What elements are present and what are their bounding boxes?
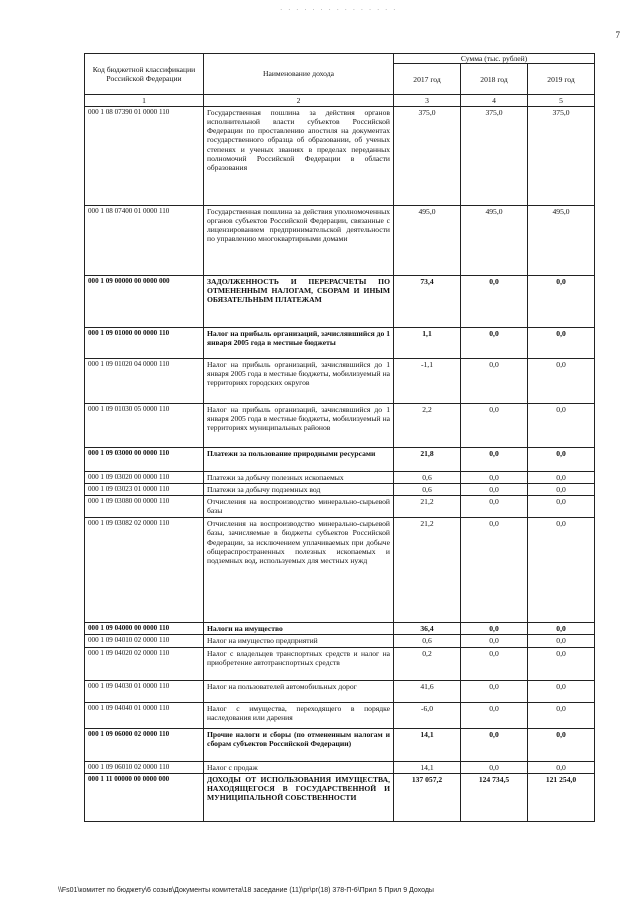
row-code-cell: 000 1 09 04030 01 0000 110 bbox=[85, 680, 204, 702]
row-value-2017: 495,0 bbox=[394, 206, 461, 276]
row-value-2017: 137 057,2 bbox=[394, 773, 461, 821]
row-name-cell: Платежи за добычу полезных ископаемых bbox=[204, 472, 394, 484]
row-code-cell: 000 1 09 03082 02 0000 110 bbox=[85, 518, 204, 623]
row-value-2019: 0,0 bbox=[528, 484, 595, 496]
row-value-2017: 21,2 bbox=[394, 496, 461, 518]
row-name-cell: Платежи за добычу подземных вод bbox=[204, 484, 394, 496]
table-row bbox=[85, 107, 595, 206]
row-code-cell: 000 1 08 07390 01 0000 110 bbox=[85, 107, 204, 206]
table-row bbox=[85, 276, 595, 328]
row-value-2017: 2,2 bbox=[394, 404, 461, 448]
row-value-2017: 0,6 bbox=[394, 484, 461, 496]
row-value-2018: 0,0 bbox=[461, 623, 528, 635]
row-value-2017: 0,6 bbox=[394, 472, 461, 484]
year-2019-header: 2019 год bbox=[528, 64, 595, 95]
row-name-cell: Отчисления на воспроизводство минерально-сырьевой базы, зачисляемые в бюджеты субъектов Российской Федерации, за исключением уплачиваемых при добыче общераспространенных полезных ископаемых и подземных вод, используемых для местных нужд bbox=[204, 518, 394, 623]
name-column-header: Наименование дохода bbox=[204, 54, 394, 95]
row-code-cell: 000 1 09 04000 00 0000 110 bbox=[85, 623, 204, 635]
row-code-cell: 000 1 09 06010 02 0000 110 bbox=[85, 761, 204, 773]
table-row bbox=[85, 635, 595, 647]
row-value-2019: 0,0 bbox=[528, 496, 595, 518]
row-value-2018: 124 734,5 bbox=[461, 773, 528, 821]
table-row bbox=[85, 484, 595, 496]
row-code-cell: 000 1 09 01000 00 0000 110 bbox=[85, 328, 204, 359]
row-name-cell: ЗАДОЛЖЕННОСТЬ И ПЕРЕРАСЧЕТЫ ПО ОТМЕНЕННЫМ НАЛОГАМ, СБОРАМ И ИНЫМ ОБЯЗАТЕЛЬНЫМ ПЛАТЕЖАМ bbox=[204, 276, 394, 328]
row-value-2019: 0,0 bbox=[528, 761, 595, 773]
row-code-cell: 000 1 11 00000 00 0000 000 bbox=[85, 773, 204, 821]
row-name-cell: Государственная пошлина за действия органов исполнительной власти субъектов Российской Федерации по проставлению апостиля на документах государственного образца об образовании, об ученых степенях и ученых званиях в пределах переданных полномочий Российской Федерации в области образования bbox=[204, 107, 394, 206]
column-number: 3 bbox=[394, 95, 461, 107]
row-name-cell: Платежи за пользование природными ресурсами bbox=[204, 448, 394, 472]
scan-header-marks: · · · · · · · · · · · · · · · bbox=[280, 6, 398, 14]
row-value-2017: 73,4 bbox=[394, 276, 461, 328]
row-value-2018: 0,0 bbox=[461, 761, 528, 773]
row-value-2019: 495,0 bbox=[528, 206, 595, 276]
row-name-cell: Налог на имущество предприятий bbox=[204, 635, 394, 647]
row-value-2018: 0,0 bbox=[461, 496, 528, 518]
row-value-2017: 36,4 bbox=[394, 623, 461, 635]
table-row bbox=[85, 496, 595, 518]
row-code-cell: 000 1 08 07400 01 0000 110 bbox=[85, 206, 204, 276]
row-value-2019: 0,0 bbox=[528, 472, 595, 484]
row-value-2018: 0,0 bbox=[461, 647, 528, 680]
table-row bbox=[85, 404, 595, 448]
row-value-2018: 0,0 bbox=[461, 518, 528, 623]
row-value-2017: 21,2 bbox=[394, 518, 461, 623]
row-code-cell: 000 1 09 04040 01 0000 110 bbox=[85, 702, 204, 728]
file-path-footer: \\Fs01\комитет по бюджету\6 созыв\Документы комитета\18 заседание (11)\рг\рг(18) 378-П-6\Прил 5 Прил 9 Доходы bbox=[58, 887, 434, 894]
row-value-2019: 121 254,0 bbox=[528, 773, 595, 821]
row-code-cell: 000 1 09 04010 02 0000 110 bbox=[85, 635, 204, 647]
table-row bbox=[85, 206, 595, 276]
row-value-2018: 0,0 bbox=[461, 404, 528, 448]
row-name-cell: Налог с продаж bbox=[204, 761, 394, 773]
row-name-cell: Налог на прибыль организаций, зачислявшийся до 1 января 2005 года в местные бюджеты, мобилизуемый на территориях муниципальных районов bbox=[204, 404, 394, 448]
column-number: 4 bbox=[461, 95, 528, 107]
table-row bbox=[85, 773, 595, 821]
code-column-header: Код бюджетной классификации Российской Федерации bbox=[85, 54, 204, 95]
row-value-2019: 0,0 bbox=[528, 448, 595, 472]
table-row bbox=[85, 623, 595, 635]
table-body bbox=[85, 107, 595, 822]
row-value-2017: 21,8 bbox=[394, 448, 461, 472]
row-value-2017: 0,6 bbox=[394, 635, 461, 647]
row-value-2018: 0,0 bbox=[461, 635, 528, 647]
row-name-cell: Налог с имущества, переходящего в порядке наследования или дарения bbox=[204, 702, 394, 728]
table-row bbox=[85, 761, 595, 773]
table-row bbox=[85, 680, 595, 702]
column-number: 1 bbox=[85, 95, 204, 107]
row-value-2019: 0,0 bbox=[528, 702, 595, 728]
row-value-2019: 0,0 bbox=[528, 328, 595, 359]
table-row bbox=[85, 359, 595, 404]
row-value-2017: -1,1 bbox=[394, 359, 461, 404]
table-row bbox=[85, 472, 595, 484]
row-value-2018: 495,0 bbox=[461, 206, 528, 276]
row-code-cell: 000 1 09 01030 05 0000 110 bbox=[85, 404, 204, 448]
row-value-2018: 0,0 bbox=[461, 728, 528, 761]
row-value-2018: 0,0 bbox=[461, 328, 528, 359]
table-row bbox=[85, 728, 595, 761]
row-name-cell: Отчисления на воспроизводство минерально-сырьевой базы bbox=[204, 496, 394, 518]
row-code-cell: 000 1 09 03023 01 0000 110 bbox=[85, 484, 204, 496]
table-row bbox=[85, 448, 595, 472]
row-value-2018: 0,0 bbox=[461, 702, 528, 728]
column-number: 5 bbox=[528, 95, 595, 107]
row-value-2019: 0,0 bbox=[528, 635, 595, 647]
table-row bbox=[85, 518, 595, 623]
row-value-2018: 0,0 bbox=[461, 484, 528, 496]
row-value-2017: 1,1 bbox=[394, 328, 461, 359]
row-name-cell: Налог на прибыль организаций, зачислявшийся до 1 января 2005 года в местные бюджеты bbox=[204, 328, 394, 359]
column-number: 2 bbox=[204, 95, 394, 107]
row-value-2017: -6,0 bbox=[394, 702, 461, 728]
row-code-cell: 000 1 09 01020 04 0000 110 bbox=[85, 359, 204, 404]
row-value-2018: 0,0 bbox=[461, 276, 528, 328]
row-name-cell: Прочие налоги и сборы (по отмененным налогам и сборам субъектов Российской Федерации) bbox=[204, 728, 394, 761]
row-code-cell: 000 1 09 03000 00 0000 110 bbox=[85, 448, 204, 472]
row-value-2019: 0,0 bbox=[528, 728, 595, 761]
row-value-2019: 375,0 bbox=[528, 107, 595, 206]
row-name-cell: Налог с владельцев транспортных средств и налог на приобретение автотранспортных средств bbox=[204, 647, 394, 680]
row-name-cell: Государственная пошлина за действия уполномоченных органов субъектов Российской Федерации, связанные с лицензированием предпринимательской деятельности по управлению многоквартирными домами bbox=[204, 206, 394, 276]
table-header-row bbox=[85, 54, 595, 64]
row-value-2017: 14,1 bbox=[394, 728, 461, 761]
row-value-2018: 0,0 bbox=[461, 448, 528, 472]
row-value-2017: 375,0 bbox=[394, 107, 461, 206]
row-value-2018: 0,0 bbox=[461, 359, 528, 404]
row-code-cell: 000 1 09 03020 00 0000 110 bbox=[85, 472, 204, 484]
row-value-2019: 0,0 bbox=[528, 680, 595, 702]
table-row bbox=[85, 647, 595, 680]
row-value-2019: 0,0 bbox=[528, 647, 595, 680]
row-name-cell: Налог на прибыль организаций, зачислявшийся до 1 января 2005 года в местные бюджеты, мобилизуемый на территориях городских округов bbox=[204, 359, 394, 404]
budget-revenue-table bbox=[84, 53, 595, 822]
row-value-2019: 0,0 bbox=[528, 276, 595, 328]
row-value-2019: 0,0 bbox=[528, 518, 595, 623]
row-code-cell: 000 1 09 03080 00 0000 110 bbox=[85, 496, 204, 518]
row-value-2018: 375,0 bbox=[461, 107, 528, 206]
row-value-2018: 0,0 bbox=[461, 680, 528, 702]
row-name-cell: Налоги на имущество bbox=[204, 623, 394, 635]
page-number: 7 bbox=[615, 30, 620, 40]
row-code-cell: 000 1 09 00000 00 0000 000 bbox=[85, 276, 204, 328]
table-row bbox=[85, 328, 595, 359]
row-value-2017: 41,6 bbox=[394, 680, 461, 702]
row-value-2019: 0,0 bbox=[528, 359, 595, 404]
row-code-cell: 000 1 09 06000 02 0000 110 bbox=[85, 728, 204, 761]
row-value-2017: 0,2 bbox=[394, 647, 461, 680]
table-row bbox=[85, 702, 595, 728]
year-2017-header: 2017 год bbox=[394, 64, 461, 95]
row-value-2018: 0,0 bbox=[461, 472, 528, 484]
row-name-cell: ДОХОДЫ ОТ ИСПОЛЬЗОВАНИЯ ИМУЩЕСТВА, НАХОДЯЩЕГОСЯ В ГОСУДАРСТВЕННОЙ И МУНИЦИПАЛЬНОЙ СОБСТВЕННОСТИ bbox=[204, 773, 394, 821]
sum-column-header: Сумма (тыс. рублей) bbox=[394, 54, 595, 64]
row-code-cell: 000 1 09 04020 02 0000 110 bbox=[85, 647, 204, 680]
row-value-2019: 0,0 bbox=[528, 404, 595, 448]
row-value-2019: 0,0 bbox=[528, 623, 595, 635]
year-2018-header: 2018 год bbox=[461, 64, 528, 95]
column-number-row bbox=[85, 95, 595, 107]
row-name-cell: Налог на пользователей автомобильных дорог bbox=[204, 680, 394, 702]
row-value-2017: 14,1 bbox=[394, 761, 461, 773]
